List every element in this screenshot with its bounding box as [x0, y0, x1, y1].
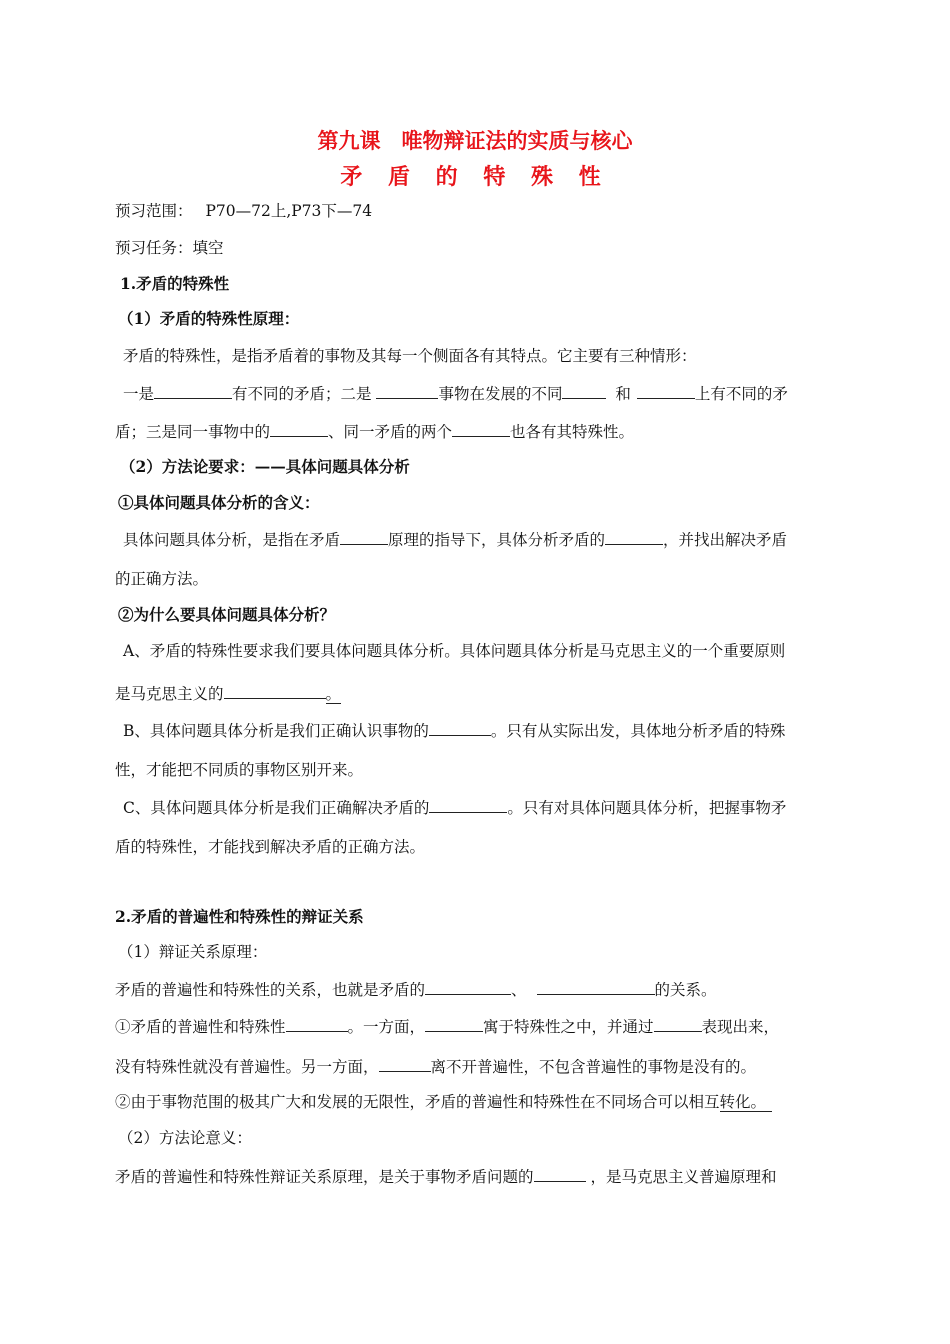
fill-blank[interactable]: [429, 796, 507, 813]
preview-scope-label: 预习范围：: [115, 202, 193, 220]
reason-b-line2: 性，才能把不同质的事物区别开来。: [115, 761, 364, 779]
section2-heading: 2.矛盾的普遍性和特殊性的辩证关系: [115, 907, 364, 926]
text-segment: 上有不同的矛: [694, 385, 788, 403]
reason-a-line1: A、矛盾的特殊性要求我们要具体问题具体分析。具体问题具体分析是马克思主义的一个重要原则: [123, 642, 786, 660]
fill-blank[interactable]: [562, 382, 606, 399]
fill-blank[interactable]: [537, 978, 655, 995]
preview-scope-value: P70—72上,P73下—74: [205, 202, 373, 220]
fill-blank[interactable]: [376, 382, 438, 399]
section2-sub2: （2）方法论意义：: [118, 1129, 252, 1147]
text-segment: 矛盾的普遍性和特殊性辩证关系原理，是关于事物矛盾问题的: [115, 1168, 534, 1186]
section2-line3: [115, 1055, 845, 1077]
section2-line1: [115, 978, 845, 1000]
text-segment: ②由于事物范围的极其广大和发展的无限性，矛盾的普遍性和特殊性在不同场合可以相互: [115, 1093, 720, 1111]
text-segment: 表现出来，: [701, 1018, 780, 1036]
text-segment: ，是马克思主义普遍原理和: [585, 1168, 777, 1186]
reason-c-line1: [115, 796, 853, 818]
section2-sub1: （1）辩证关系原理：: [118, 943, 268, 961]
text-segment: 也各有其特殊性。: [510, 423, 635, 441]
fill-blank[interactable]: [605, 528, 663, 545]
section1-line3: [115, 420, 845, 442]
text-segment: 是马克思主义的: [115, 685, 224, 703]
section2-line2: [115, 1015, 845, 1037]
section1-para1: 矛盾的特殊性，是指矛盾着的事物及其每一个侧面各有其特点。它主要有三种情形：: [123, 347, 697, 365]
preview-task-value: 填空: [192, 239, 224, 257]
text-segment: 具体问题具体分析，是指在矛盾: [123, 531, 341, 549]
text-segment: 一是: [123, 385, 155, 403]
lesson-title: 第九课 唯物辩证法的实质与核心: [317, 128, 633, 153]
preview-task: [115, 238, 845, 258]
text-segment: 。只有对具体问题具体分析，把握事物矛: [507, 799, 787, 817]
text-segment: 和: [610, 385, 631, 403]
text-segment: ①矛盾的普遍性和特殊性: [115, 1018, 286, 1036]
reason-b-line1: [115, 719, 853, 741]
preview-scope: [115, 201, 845, 221]
text-segment: 。: [325, 685, 342, 703]
text-segment: 的关系。: [654, 981, 717, 999]
fill-blank[interactable]: [425, 978, 511, 995]
text-segment: 、同一矛盾的两个: [328, 423, 453, 441]
fill-blank[interactable]: [425, 1015, 483, 1032]
section1-line5: 的正确方法。: [115, 570, 209, 588]
fill-blank[interactable]: [452, 420, 510, 437]
reason-a-line2: [115, 682, 845, 704]
text-segment: 没有特殊性就没有普遍性。另一方面，: [115, 1058, 379, 1076]
section1-sub1: （1）矛盾的特殊性原理：: [118, 309, 300, 328]
section2-line5: [115, 1165, 845, 1187]
reason-c-line2: 盾的特殊性，才能找到解决矛盾的正确方法。: [115, 838, 426, 856]
question2: ②为什么要具体问题具体分析？: [118, 605, 336, 624]
text-segment: 原理的指导下，具体分析矛盾的: [388, 531, 606, 549]
lesson-subtitle: 矛 盾 的 特 殊 性: [340, 164, 610, 190]
fill-blank[interactable]: [340, 528, 388, 545]
section2-line4: [115, 1092, 845, 1112]
fill-blank[interactable]: [270, 420, 328, 437]
section1-line4: [115, 528, 853, 550]
fill-blank[interactable]: [534, 1165, 586, 1182]
text-segment: 盾；三是同一事物中的: [115, 423, 271, 441]
question1: ①具体问题具体分析的含义：: [118, 493, 320, 512]
text-segment: 矛盾的普遍性和特殊性的关系，也就是矛盾的: [115, 981, 426, 999]
fill-blank[interactable]: [286, 1015, 348, 1032]
text-segment: ，并找出解决矛盾: [663, 531, 788, 549]
fill-blank[interactable]: [654, 1015, 702, 1032]
underlined-text: 转化。: [720, 1093, 773, 1112]
section1-heading: 1.矛盾的特殊性: [120, 274, 230, 293]
text-segment: 。一方面，: [347, 1018, 426, 1036]
fill-blank[interactable]: [379, 1055, 431, 1072]
text-segment: B、具体问题具体分析是我们正确认识事物的: [123, 722, 429, 740]
text-segment: 有不同的矛盾；二是: [232, 385, 377, 403]
fill-blank[interactable]: [637, 382, 695, 399]
fill-blank[interactable]: [429, 719, 491, 736]
section1-line2: [115, 382, 853, 404]
preview-task-label: 预习任务：: [115, 239, 193, 257]
fill-blank[interactable]: [224, 682, 326, 699]
text-segment: C、具体问题具体分析是我们正确解决矛盾的: [123, 799, 430, 817]
text-segment: 。只有从实际出发，具体地分析矛盾的特殊: [490, 722, 786, 740]
section1-sub2: （2）方法论要求：——具体问题具体分析: [120, 457, 410, 476]
text-segment: 、: [511, 981, 527, 999]
text-segment: 离不开普遍性，不包含普遍性的事物是没有的。: [430, 1058, 757, 1076]
text-segment: 事物在发展的不同: [438, 385, 563, 403]
text-segment: 寓于特殊性之中，并通过: [483, 1018, 654, 1036]
fill-blank[interactable]: [154, 382, 232, 399]
